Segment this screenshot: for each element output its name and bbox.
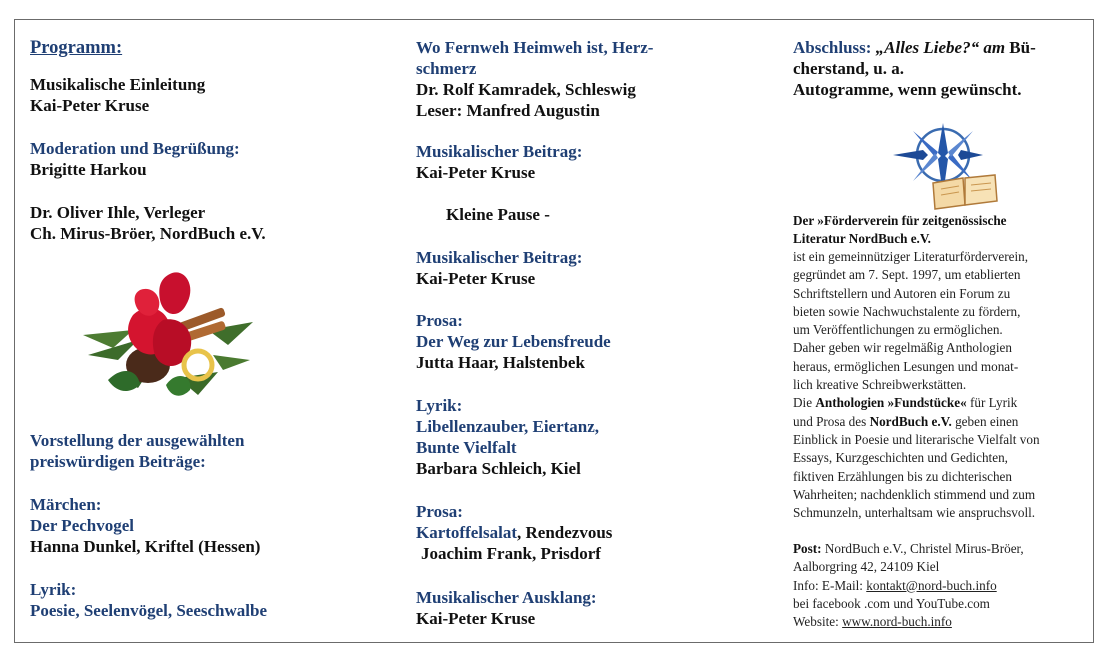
closing-label: Abschluss: bbox=[793, 38, 872, 57]
organizer-name: Ch. Mirus-Bröer, NordBuch e.V. bbox=[30, 224, 266, 243]
lyric-heading: Lyrik: bbox=[30, 580, 77, 599]
post-line-2: Aalborgring 42, 24109 Kiel bbox=[793, 559, 940, 575]
description-line: heraus, ermöglichen Lesungen und monat- bbox=[793, 358, 1019, 374]
music-contribution-1-heading: Musikalischer Beitrag: bbox=[416, 142, 583, 161]
fairy-tale-heading: Märchen: bbox=[30, 495, 102, 514]
description-line: Daher geben wir regelmäßig Anthologien bbox=[793, 340, 1012, 356]
prose-2-title-b: , Rendezvous bbox=[517, 523, 613, 542]
description-line: Schriftstellern und Autoren ein Forum zu bbox=[793, 285, 1011, 301]
prose-2-title-a: Kartoffelsalat bbox=[416, 523, 518, 542]
prose-1-author: Jutta Haar, Halstenbek bbox=[416, 353, 585, 372]
compass-book-logo bbox=[893, 123, 1003, 213]
fernweh-author: Dr. Rolf Kamradek, Schleswig bbox=[416, 80, 636, 99]
description-line: gegründet am 7. Sept. 1997, um etablierten bbox=[793, 267, 1021, 283]
association-name-2: Literatur NordBuch e.V. bbox=[793, 231, 931, 246]
closing-music-name: Kai-Peter Kruse bbox=[416, 609, 536, 628]
christmas-arrangement-image bbox=[78, 260, 258, 410]
anthology-die: Die bbox=[793, 395, 816, 411]
music-contribution-1-name: Kai-Peter Kruse bbox=[416, 163, 536, 182]
moderation-name: Brigitte Harkou bbox=[30, 160, 147, 179]
anthology-give: geben einen bbox=[951, 413, 1019, 429]
fernweh-title-2: schmerz bbox=[416, 59, 477, 78]
intro-performer: Kai-Peter Kruse bbox=[30, 96, 150, 115]
anthology-line-1 bbox=[793, 394, 1083, 412]
anthology-text-line: Essays, Kurzgeschichten und Gedichten, bbox=[793, 450, 1008, 466]
lyric-2-author: Barbara Schleich, Kiel bbox=[416, 459, 581, 478]
publisher-name: Dr. Oliver Ihle, Verleger bbox=[30, 203, 206, 222]
fairy-tale-title: Der Pechvogel bbox=[30, 516, 135, 535]
autographs-line: Autogramme, wenn gewünscht. bbox=[793, 80, 1022, 99]
closing-rest: Bü- bbox=[1009, 38, 1036, 57]
lyric-2-title-1: Libellenzauber, Eiertanz, bbox=[416, 417, 600, 436]
closing-line-1 bbox=[793, 37, 1036, 59]
intro-title: Musikalische Einleitung bbox=[30, 75, 206, 94]
closing-music-heading: Musikalischer Ausklang: bbox=[416, 588, 597, 607]
description-line: ist ein gemeinnütziger Literaturförderverein, bbox=[793, 249, 1029, 264]
website-label: Website: bbox=[793, 614, 843, 630]
lyric-titles: Poesie, Seelenvögel, Seeschwalbe bbox=[30, 601, 268, 620]
post-address-1: NordBuch e.V., Christel Mirus-Bröer, bbox=[821, 541, 1024, 556]
email-line bbox=[793, 577, 1083, 595]
anthology-text-line: Einblick in Poesie und literarische Vielfalt von bbox=[793, 431, 1040, 447]
anthology-text-line: fiktiven Erzählungen bis zu dichterischen bbox=[793, 468, 1012, 484]
anthology-for-lyric: für Lyrik bbox=[966, 395, 1018, 411]
post-label: Post: bbox=[793, 541, 822, 556]
short-break: Kleine Pause - bbox=[446, 205, 550, 224]
description-line: lich kreative Schreibwerkstätten. bbox=[793, 377, 967, 393]
anthology-and-prose: und Prosa des bbox=[793, 413, 870, 429]
reader-name: Leser: Manfred Augustin bbox=[416, 101, 600, 120]
email-link[interactable]: kontakt@nord-buch.info bbox=[866, 577, 997, 593]
anthology-text-line: Wahrheiten; nachdenklich stimmend und zum bbox=[793, 486, 1036, 502]
program-heading: Programm: bbox=[30, 38, 123, 58]
prose-2-author: Joachim Frank, Prisdorf bbox=[421, 544, 601, 563]
email-label: Info: E-Mail: bbox=[793, 577, 867, 593]
anthology-name: Anthologien »Fundstücke« bbox=[815, 395, 967, 411]
description-line: bieten sowie Nachwuchstalente zu fördern, bbox=[793, 303, 1021, 319]
website-link[interactable]: www.nord-buch.info bbox=[842, 614, 952, 630]
closing-line-2: cherstand, u. a. bbox=[793, 59, 904, 78]
anthology-line-2 bbox=[793, 413, 1083, 431]
prose-2-title bbox=[416, 522, 612, 544]
music-contribution-2-name: Kai-Peter Kruse bbox=[416, 269, 536, 288]
association-name-1: Der »Förderverein für zeitgenössische bbox=[793, 213, 1007, 228]
website-line bbox=[793, 613, 1083, 631]
gold-ornament bbox=[184, 351, 212, 379]
closing-quote: „Alles Liebe?“ am bbox=[875, 38, 1006, 57]
presentation-heading-1: Vorstellung der ausgewählten bbox=[30, 431, 245, 450]
presentation-heading-2: preiswürdigen Beiträge: bbox=[30, 452, 206, 471]
association-description bbox=[793, 248, 1083, 522]
social-line: bei facebook .com und YouTube.com bbox=[793, 595, 990, 611]
music-contribution-2-heading: Musikalischer Beitrag: bbox=[416, 248, 583, 267]
description-line: um Veröffentlichungen zu ermöglichen. bbox=[793, 322, 1003, 338]
post-line-1 bbox=[793, 540, 1083, 558]
fernweh-title-1: Wo Fernweh Heimweh ist, Herz- bbox=[416, 38, 654, 57]
contact-block bbox=[793, 540, 1083, 631]
anthology-nordbuch: NordBuch e.V. bbox=[869, 413, 952, 429]
prose-2-heading: Prosa: bbox=[416, 502, 463, 521]
fairy-tale-author: Hanna Dunkel, Kriftel (Hessen) bbox=[30, 537, 261, 556]
moderation-heading: Moderation und Begrüßung: bbox=[30, 139, 240, 158]
lyric-2-heading: Lyrik: bbox=[416, 396, 463, 415]
prose-1-heading: Prosa: bbox=[416, 311, 463, 330]
prose-1-title: Der Weg zur Lebensfreude bbox=[416, 332, 611, 351]
lyric-2-title-2: Bunte Vielfalt bbox=[416, 438, 517, 457]
anthology-text-line: Schmunzeln, unterhaltsam wie anspruchsvoll. bbox=[793, 505, 1036, 521]
